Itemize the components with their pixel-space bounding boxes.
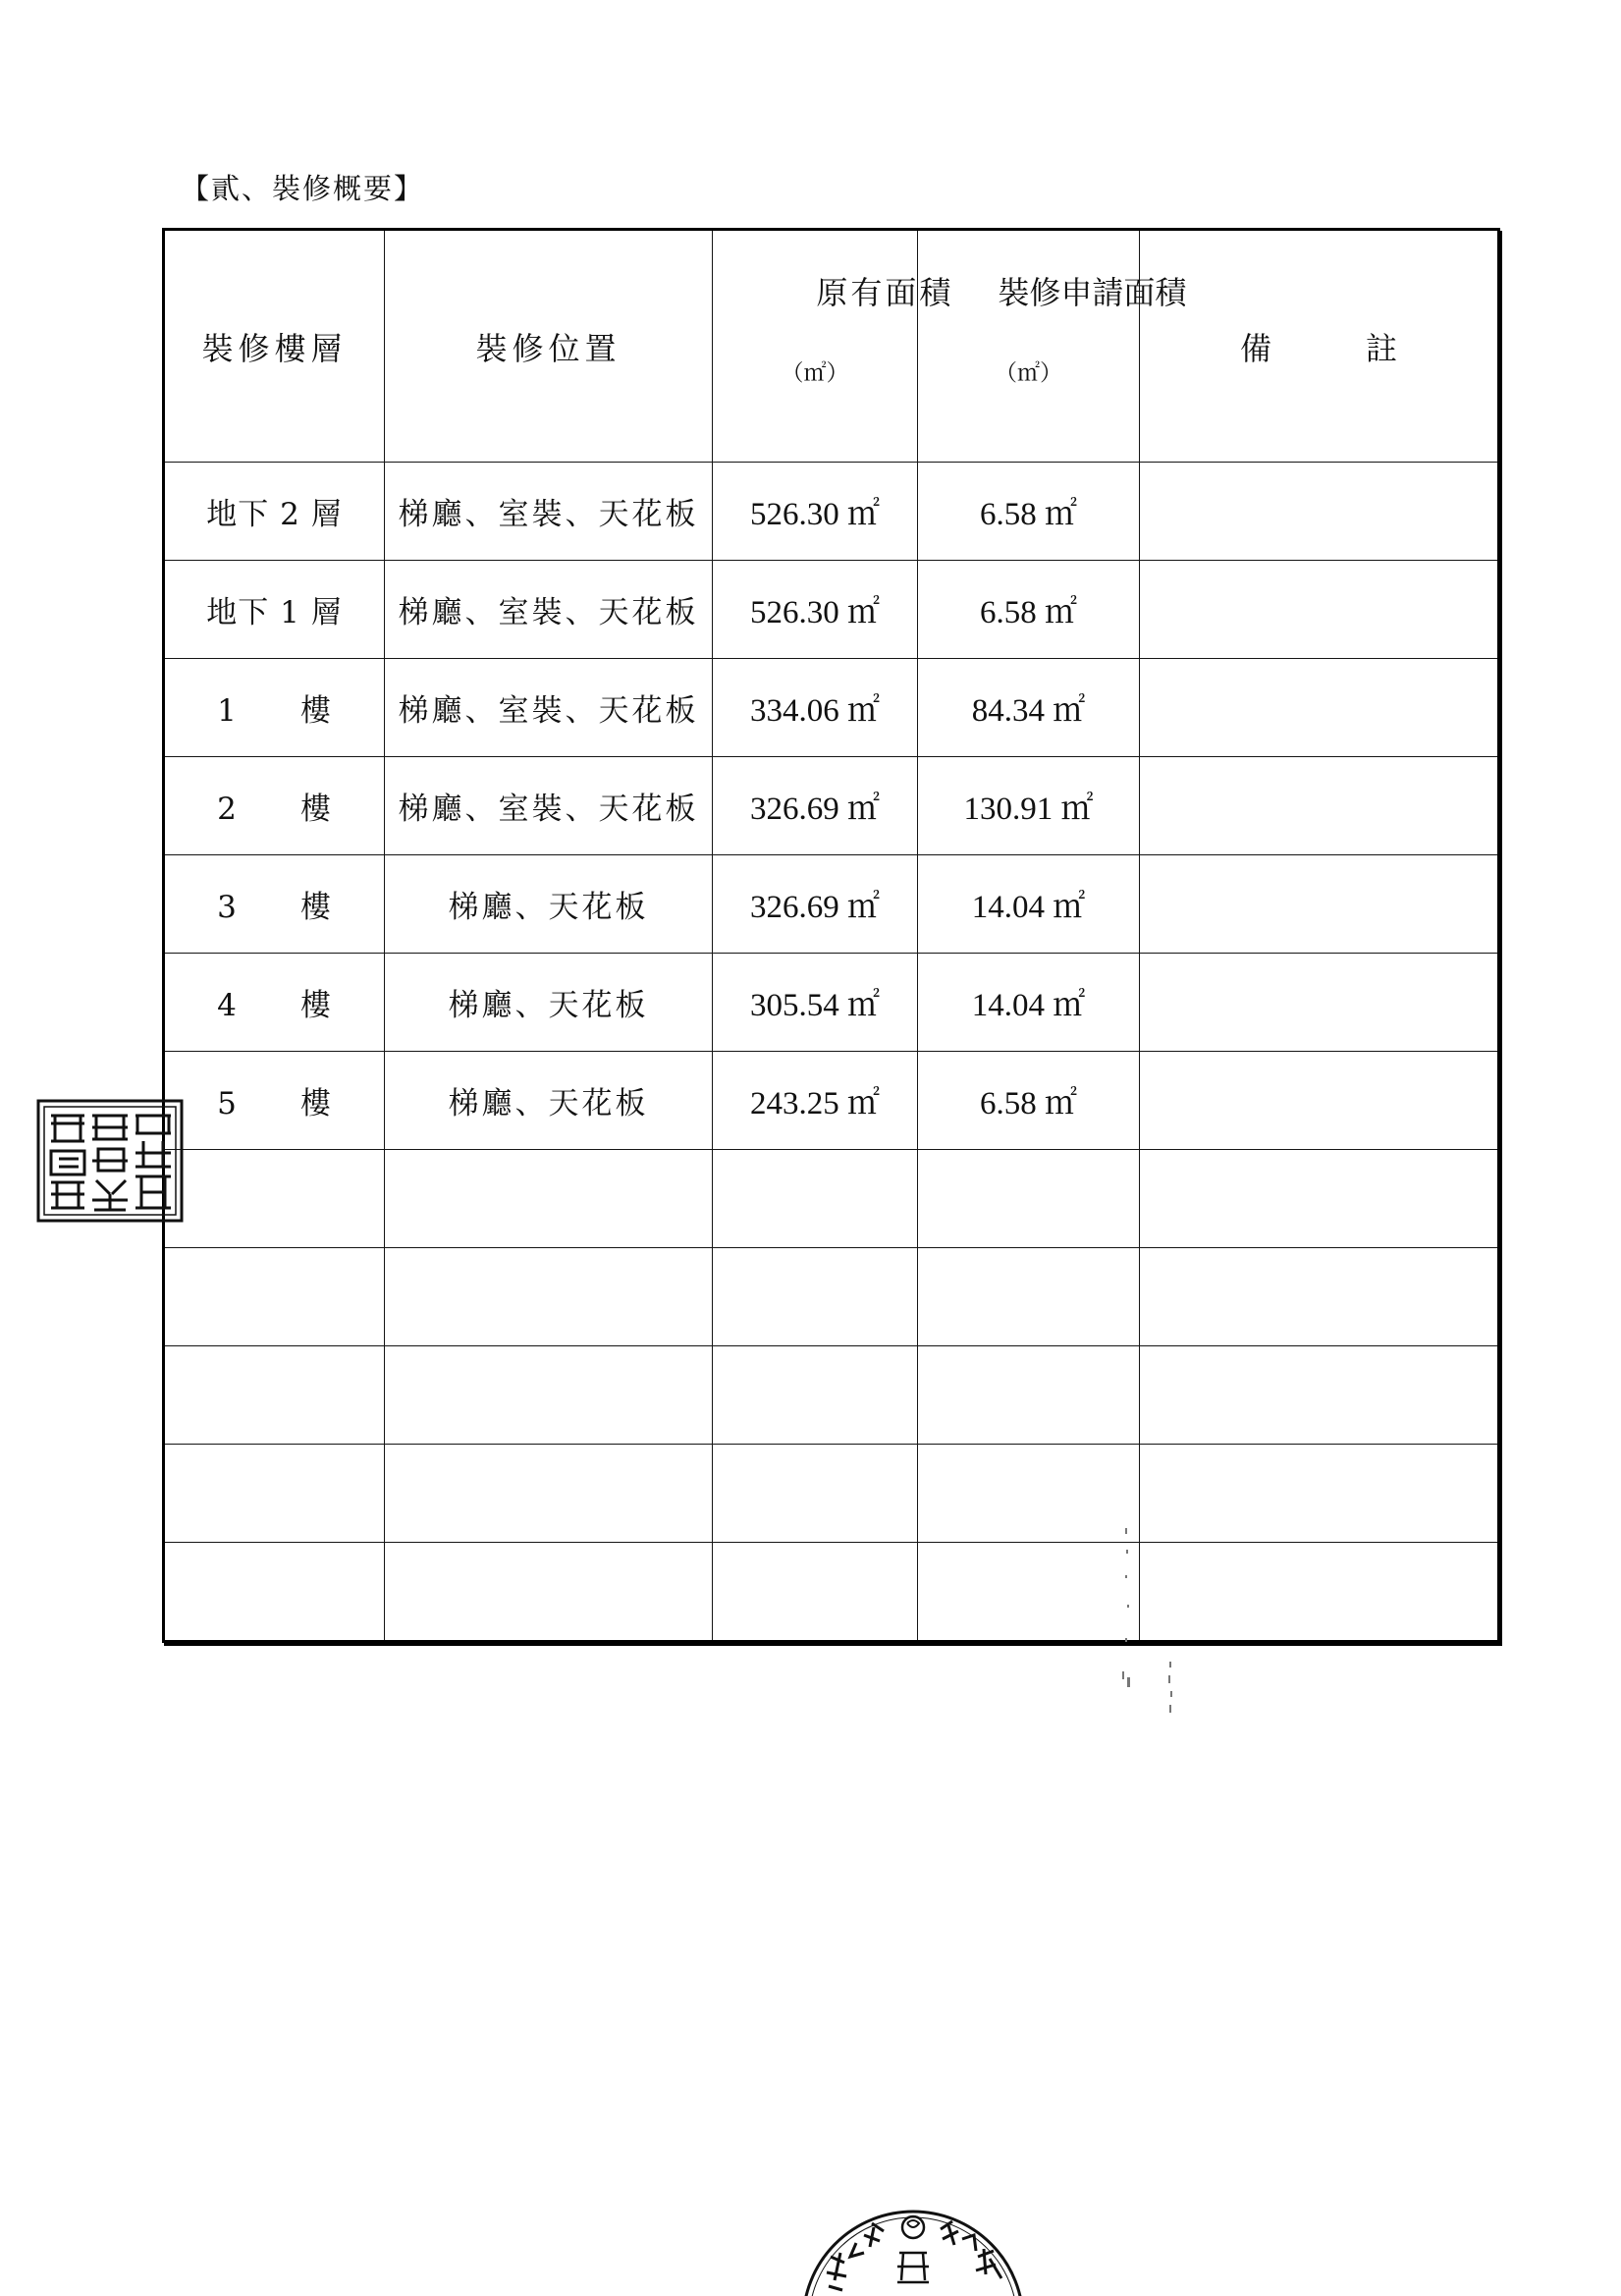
remarks-cell	[1140, 1445, 1499, 1543]
location-cell: 梯廳、室裝、天花板	[385, 561, 713, 659]
square-seal-stamp	[35, 1098, 185, 1224]
original-area-cell	[713, 1248, 918, 1346]
renovation-summary-table	[162, 228, 1500, 1643]
location-cell	[385, 1346, 713, 1445]
scan-speck	[1164, 1662, 1176, 1717]
remarks-cell	[1140, 954, 1499, 1052]
location-cell	[385, 1445, 713, 1543]
header-original-area-label: 原有面積	[816, 274, 954, 311]
applied-area-cell: 84.34 ㎡	[918, 659, 1140, 757]
applied-area-cell: 6.58 ㎡	[918, 1052, 1140, 1150]
original-area-cell	[713, 1150, 918, 1248]
applied-area-cell	[918, 1543, 1140, 1642]
location-cell: 梯廳、天花板	[385, 954, 713, 1052]
remarks-cell	[1140, 757, 1499, 855]
applied-area-cell: 14.04 ㎡	[918, 855, 1140, 954]
floor-cell	[164, 1248, 385, 1346]
table-row	[164, 1543, 1499, 1642]
table-row	[164, 1248, 1499, 1346]
remarks-cell	[1140, 1052, 1499, 1150]
location-cell: 梯廳、天花板	[385, 855, 713, 954]
remarks-cell	[1140, 1248, 1499, 1346]
remarks-cell	[1140, 463, 1499, 561]
remarks-cell	[1140, 1346, 1499, 1445]
location-cell: 梯廳、天花板	[385, 1052, 713, 1150]
header-floor-label: 裝修樓層	[201, 329, 348, 367]
original-area-cell	[713, 1346, 918, 1445]
original-area-cell: 334.06 ㎡	[713, 659, 918, 757]
round-seal-stamp	[793, 2192, 1033, 2296]
header-original-area	[713, 230, 954, 463]
table-row	[164, 1445, 1499, 1543]
header-remarks	[1140, 230, 1499, 463]
original-area-cell: 243.25 ㎡	[713, 1052, 918, 1150]
location-cell: 梯廳、室裝、天花板	[385, 757, 713, 855]
original-area-cell: 526.30 ㎡	[713, 463, 918, 561]
applied-area-cell	[918, 1150, 1140, 1248]
applied-area-cell: 6.58 ㎡	[918, 463, 1140, 561]
original-area-cell	[713, 1543, 918, 1642]
header-applied-area-label: 裝修申請面積	[998, 274, 1187, 311]
floor-cell	[164, 1445, 385, 1543]
location-cell	[385, 1248, 713, 1346]
floor-cell	[164, 1150, 385, 1248]
applied-area-cell: 14.04 ㎡	[918, 954, 1140, 1052]
header-floor	[164, 230, 385, 463]
floor-cell	[164, 1543, 385, 1642]
applied-area-cell	[918, 1248, 1140, 1346]
table-row	[164, 855, 1499, 954]
floor-cell: 3 樓	[164, 855, 385, 954]
header-original-area-unit: （㎡）	[781, 360, 849, 385]
original-area-cell: 305.54 ㎡	[713, 954, 918, 1052]
floor-cell: 地下 1 層	[164, 561, 385, 659]
original-area-cell	[713, 1445, 918, 1543]
original-area-cell: 326.69 ㎡	[713, 855, 918, 954]
table-row	[164, 757, 1499, 855]
scan-speck	[1119, 1528, 1135, 1715]
location-cell: 梯廳、室裝、天花板	[385, 659, 713, 757]
table-row	[164, 954, 1499, 1052]
original-area-cell: 326.69 ㎡	[713, 757, 918, 855]
remarks-cell	[1140, 561, 1499, 659]
applied-area-cell: 6.58 ㎡	[918, 561, 1140, 659]
header-applied-area-unit: （㎡）	[995, 360, 1062, 385]
floor-cell: 地下 2 層	[164, 463, 385, 561]
location-cell	[385, 1543, 713, 1642]
header-location-label: 裝修位置	[475, 329, 621, 367]
section-title: 【貳、裝修概要】	[181, 172, 425, 205]
remarks-cell	[1140, 855, 1499, 954]
floor-cell: 2 樓	[164, 757, 385, 855]
table-row	[164, 1150, 1499, 1248]
header-remarks-label: 備 註	[1239, 329, 1397, 367]
remarks-cell	[1140, 1150, 1499, 1248]
table-row	[164, 1346, 1499, 1445]
header-applied-area	[918, 230, 1187, 463]
location-cell	[385, 1150, 713, 1248]
floor-cell: 5 樓	[164, 1052, 385, 1150]
location-cell: 梯廳、室裝、天花板	[385, 463, 713, 561]
remarks-cell	[1140, 1543, 1499, 1642]
floor-cell: 1 樓	[164, 659, 385, 757]
remarks-cell	[1140, 659, 1499, 757]
original-area-cell: 526.30 ㎡	[713, 561, 918, 659]
table-row	[164, 463, 1499, 561]
table-row	[164, 659, 1499, 757]
table-row	[164, 561, 1499, 659]
applied-area-cell: 130.91 ㎡	[918, 757, 1140, 855]
applied-area-cell	[918, 1445, 1140, 1543]
table-header-row	[164, 230, 1499, 463]
floor-cell	[164, 1346, 385, 1445]
applied-area-cell	[918, 1346, 1140, 1445]
header-location	[385, 230, 713, 463]
floor-cell: 4 樓	[164, 954, 385, 1052]
table-row	[164, 1052, 1499, 1150]
